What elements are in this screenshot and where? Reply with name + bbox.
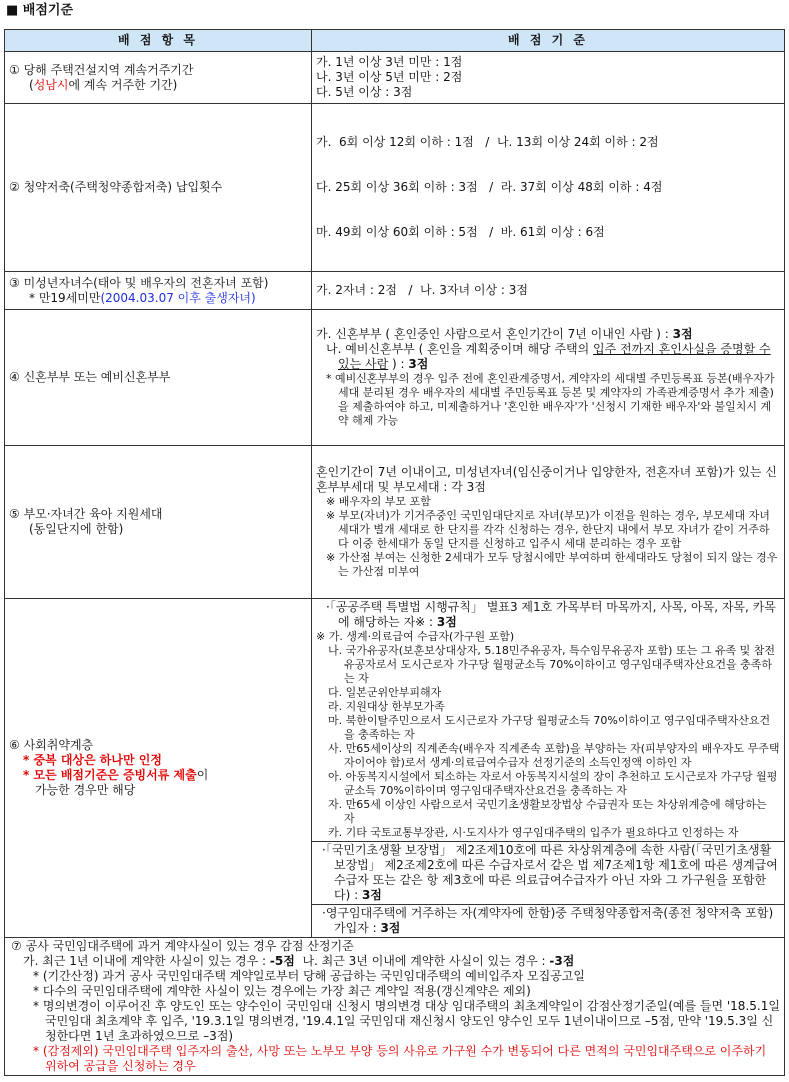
criteria-note: * 명의변경이 이루어진 후 양도인 또는 양수인이 국민임대 신청시 명의변경 대상 임대주택의 최초계약일이 감점산정기준일(예를 들면 '18.5.1일 국민임대 최초계약 후 입주, '19.3.1일 명의변경, '19.4.1일 국민임대 재신청시 양도인 양수인 모두 1년이내이므로 –5점, 만약 '19.5.3일 신청한다면 1년 초과하였으므로 –3점) [33,999,780,1043]
criteria-line: 마. 49회 이상 60회 이하 : 5점 / 바. 61회 이상 : 6점 [316,225,605,239]
row-criteria: ·「국민기초생활 보장법」 제2조제10호에 따른 차상위계층에 속한 사람(「국민기초생활 보장법」 제2조제2호에 따른 수급자로서 같은 법 제7조제1항 제1호에 따른 생계급여 수급자 또는 같은 항 제3호에 따른 의료급여수급자가 아닌 자와 그 가구원을 포함한다) : 3점 [312,842,785,905]
row-label [5,446,312,599]
row-minor-children [5,272,785,310]
list-item: ※ 가. 생계·의료급여 수급자(가구원 포함) [316,630,515,643]
row-label [5,599,312,938]
row-criteria [312,310,785,446]
row-title: ⑦ 공사 국민임대주택에 과거 계약사실이 있는 경우 감점 산정기준 [11,939,354,953]
row-criteria [312,599,785,842]
list-item: 나. 국가유공자(보훈보상대상자, 5.18민주유공자, 특수임무유공자 포함) 또는 그 유족 및 참전유공자로서 도시근로자 가구당 월평균소득 70%이하이고 영구임대주택자산요건을 충족하는 자 [328,644,775,685]
row-sub: * 만19세미만(2004.03.07 이후 출생자녀) [29,290,256,305]
row-sub: 가능한 경우만 해당 [35,783,136,797]
row-newlyweds [5,310,785,446]
row-criteria [312,104,785,272]
row-label [5,272,312,310]
row-title: ① 당해 주택건설지역 계속거주기간 [9,62,194,77]
row-vulnerable-a [5,599,785,842]
list-item: 다. 일본군위안부피해자 [328,686,442,699]
row-label: ② 청약저축(주택청약종합저축) 납입횟수 [5,104,312,272]
deduction-cell [5,938,785,1076]
warning-text: * 중복 대상은 하나만 인정 [23,753,162,767]
criteria-line: 가. 최근 1년 이내에 계약한 사실이 있는 경우 : -5점 나. 최근 3년 이내에 계약한 사실이 있는 경우 : -3점 [23,954,575,968]
row-title: ③ 미성년자녀수(태아 및 배우자의 전혼자녀 포함) [9,275,269,290]
header-criteria-item: 배 점 항 목 [5,30,312,52]
warning-text: * 모든 배점기준은 증빙서류 제출이 [23,768,209,782]
row-title: ⑤ 부모·자녀간 육아 지원세대 [9,507,163,521]
row-criteria [312,446,785,599]
criteria-note: * 예비신혼부부의 경우 입주 전에 혼인관계증명서, 계약자의 세대별 주민등록표 등본(배우자가 세대 분리된 경우 배우자의 세대별 주민등록표 등본 및 계약자의 가족관계증명서 추가 제출)을 제출하여야 하고, 미제출하거나 '혼인한 배우자'가 '신청시 기재한 배우자'와 불일치시 계약 해제 가능 [326,372,775,427]
criteria-note: * (감점제외) 국민임대주택 입주자의 출산, 사망 또는 노부모 부양 등의 사유로 가구원 수가 변동되어 다른 면적의 국민임대주택으로 이주하기 위하여 공급을 신청하는 경우 [33,1044,767,1073]
row-criteria: ·영구임대주택에 거주하는 자(계약자에 한함)중 주택청약종합저축(종전 청약저축 포함)가입자 : 3점 [312,905,785,938]
scoring-table [4,29,785,1076]
criteria-note: ※ 가산점 부여는 신청한 2세대가 모두 당첨시에만 부여하며 한세대라도 당첨이 되지 않는 경우는 가산점 미부여 [326,551,778,578]
criteria-line: 나. 예비신혼부부 ( 혼인을 계획중이며 해당 주택의 입주 전까지 혼인사실을 증명할 수 있는 사람 ) : 3점 [326,342,771,371]
criteria-note: ※ 배우자의 부모 포함 [326,495,431,508]
list-item: 카. 기타 국토교통부장관, 시·도지사가 영구임대주택의 입주가 필요하다고 인정하는 자 [328,826,739,839]
header-criteria-standard: 배 점 기 준 [312,30,785,52]
criteria-line: 나. 3년 이상 5년 미만 : 2점 [316,70,463,84]
section-title: ■ 배점기준 [6,3,74,18]
row-criteria: 가. 2자녀 : 2점 / 나. 3자녀 이상 : 3점 [312,272,785,310]
row-label [5,52,312,104]
list-item: 자. 만65세 이상인 사람으로서 국민기초생활보장법상 수급권자 또는 차상위계층에 해당하는 자 [328,798,767,825]
criteria-line: ·「공공주택 특별법 시행규칙」 별표3 제1호 가목부터 마목까지, 사목, 아목, 자목, 카목에 해당하는 자※ : 3점 [326,600,776,629]
row-sub: (성남시에 계속 거주한 기간) [29,77,178,92]
row-childcare [5,446,785,599]
criteria-note: * (기간산정) 과거 공사 국민임대주택 계약일로부터 당해 공급하는 국민임대주택의 예비입주자 모집공고일 [33,969,585,983]
row-deduction [5,938,785,1076]
row-sub: (동일단지에 한함) [29,522,124,536]
criteria-line: 다. 25회 이상 36회 이하 : 3점 / 라. 37회 이상 48회 이하 : 4점 [316,180,663,194]
criteria-line: 가. 6회 이상 12회 이하 : 1점 / 나. 13회 이상 24회 이하 : 2점 [316,135,659,149]
row-label: ④ 신혼부부 또는 예비신혼부부 [5,310,312,446]
row-title: ⑥ 사회취약계층 [9,738,94,752]
criteria-line: 혼인기간이 7년 이내이고, 미성년자녀(임신중이거나 입양한자, 전혼자녀 포함)가 있는 신혼부부세대 및 부모세대 : 각 3점 [316,465,777,494]
list-item: 아. 아동복지시설에서 퇴소하는 자로서 아동복지시설의 장이 추천하고 도시근로자 가구당 월평균소득 70%이하이며 영구임대주택자산요건을 충족하는 자 [328,770,778,797]
table-header-row [5,30,785,52]
row-criteria [312,52,785,104]
row-residence [5,52,785,104]
criteria-note: * 다수의 국민임대주택에 계약한 사실이 있는 경우에는 가장 최근 계약일 적용(갱신계약은 제외) [33,984,531,998]
list-item: 마. 북한이탈주민으로서 도시근로자 가구당 월평균소득 70%이하이고 영구임대주택자산요건을 충족하는 자 [328,714,771,741]
criteria-line: 다. 5년 이상 : 3점 [316,85,413,99]
criteria-note: ※ 부모(자녀)가 기거주중인 국민임대단지로 자녀(부모)가 이전을 원하는 경우, 부모세대 자녀세대가 별개 세대로 한 단지를 각각 신청하는 경우, 한단지 내에서 부모 자녀가 같이 거주하다 이중 한세대가 동일 단지를 신청하고 입주시 세대 분리하는 경우 포함 [326,509,770,550]
row-savings [5,104,785,272]
list-item: 사. 만65세이상의 직계존속(배우자 직계존속 포함)을 부양하는 자(피부양자의 배우자도 무주택자이어야 함)로서 생계·의료급여수급자 선정기준의 소득인정액 이하인 자 [328,742,780,769]
criteria-line: 가. 신혼부부 ( 혼인중인 사람으로서 혼인기간이 7년 이내인 사람 ) : 3점 [316,327,693,341]
criteria-line: 가. 1년 이상 3년 미만 : 1점 [316,55,463,69]
list-item: 라. 지원대상 한부모가족 [328,700,445,713]
